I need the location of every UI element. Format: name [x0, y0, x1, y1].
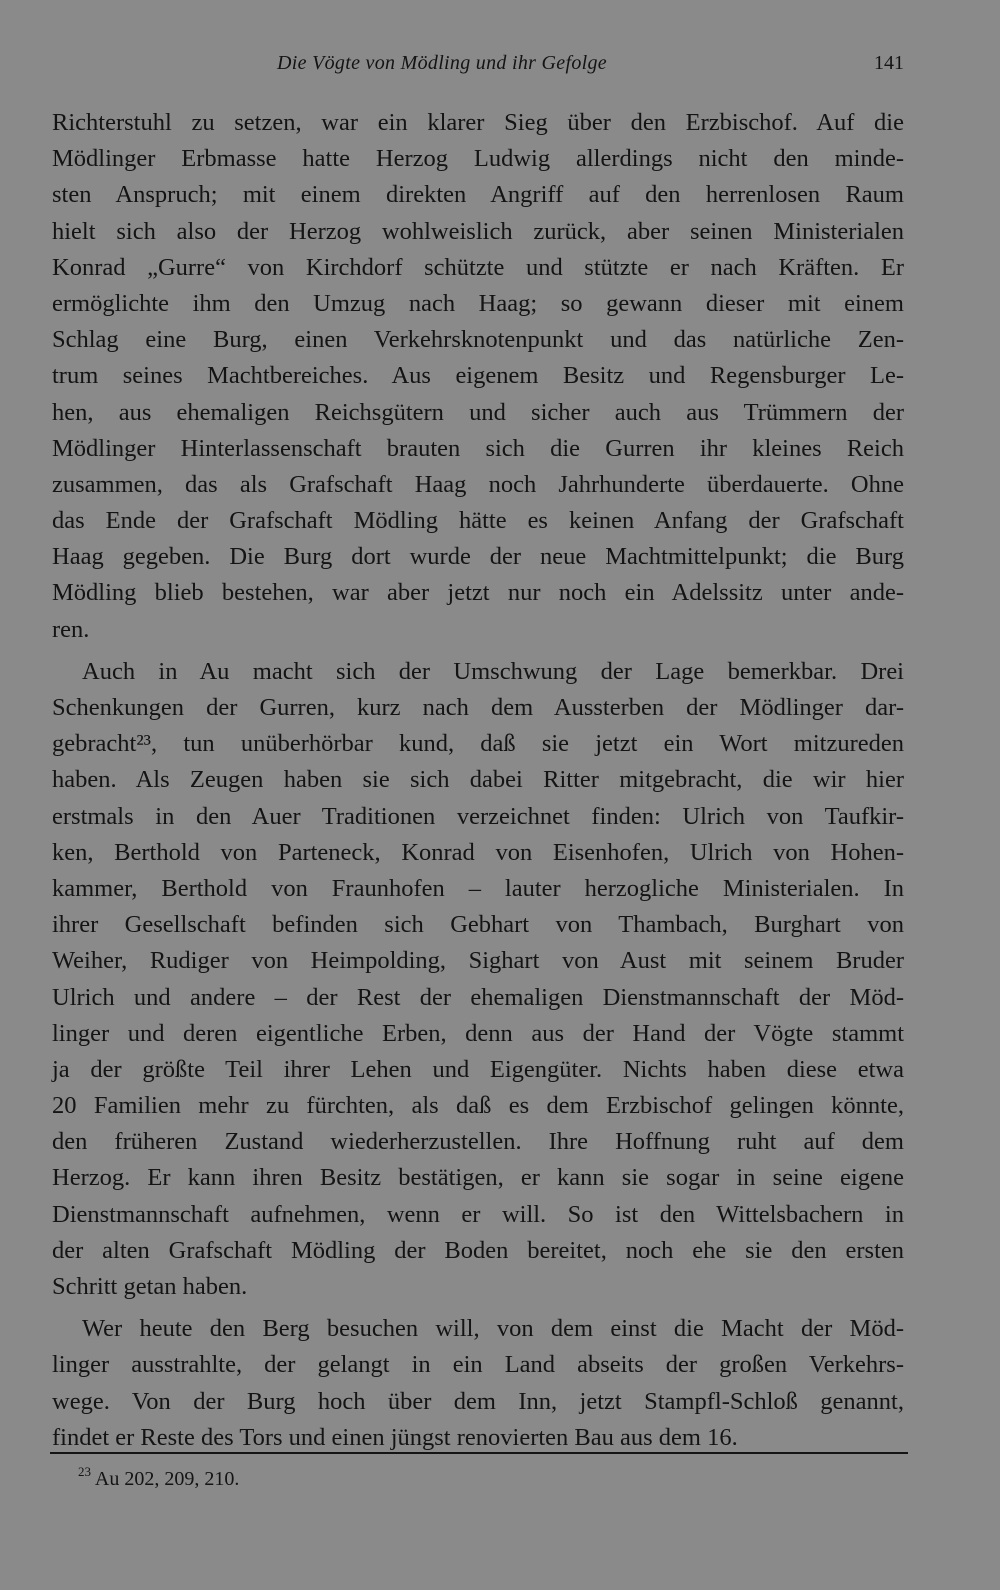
text-line: linger und deren eigentliche Erben, denn aus der Hand der Vögte stammt [52, 1019, 904, 1047]
page-number: 141 [874, 52, 904, 74]
paragraph [52, 105, 904, 648]
text-line: Schenkungen der Gurren, kurz nach dem Aussterben der Mödlinger dar- [52, 694, 904, 721]
body-text [52, 105, 904, 1456]
text-line: das Ende der Grafschaft Mödling hätte es keinen Anfang der Grafschaft [52, 507, 904, 535]
text-line: Schlag eine Burg, einen Verkehrsknotenpunkt und das natürliche Zen- [52, 326, 904, 354]
text-line: den früheren Zustand wiederherzustellen. Ihre Hoffnung ruht auf dem [52, 1128, 904, 1156]
footnote-rule [50, 1452, 908, 1454]
text-line: kammer, Berthold von Fraunhofen – lauter herzogliche Ministerialen. In [52, 874, 904, 902]
running-title: Die Vögte von Mödling und ihr Gefolge [277, 52, 607, 74]
text-line: hen, aus ehemaligen Reichsgütern und sicher auch aus Trümmern der [52, 398, 904, 426]
text-line: Haag gegeben. Die Burg dort wurde der neue Machtmittelpunkt; die Burg [52, 543, 904, 571]
text-line: hielt sich also der Herzog wohlweislich zurück, aber seinen Ministerialen [52, 217, 904, 245]
footnote [78, 1464, 240, 1491]
text-line: Richterstuhl zu setzen, war ein klarer Sieg über den Erzbischof. Auf die [52, 109, 904, 136]
text-line: ihrer Gesellschaft befinden sich Gebhart von Thambach, Burghart von [52, 911, 904, 939]
text-line: Wer heute den Berg besuchen will, von dem einst die Macht der Möd- [82, 1315, 904, 1343]
text-line: Schritt getan haben. [52, 1273, 248, 1300]
text-line: zusammen, das als Grafschaft Haag noch Jahrhunderte überdauerte. Ohne [52, 470, 904, 498]
text-line: sten Anspruch; mit einem direkten Angriff auf den herrenlosen Raum [52, 181, 904, 209]
text-line: ja der größte Teil ihrer Lehen und Eigengüter. Nichts haben diese etwa [52, 1055, 904, 1083]
text-line: 20 Familien mehr zu fürchten, als daß es dem Erzbischof gelingen könnte, [52, 1092, 904, 1120]
text-line: der alten Grafschaft Mödling der Boden bereitet, noch ehe sie den ersten [52, 1236, 904, 1264]
text-line: Weiher, Rudiger von Heimpolding, Sighart von Aust mit seinem Bruder [52, 947, 904, 975]
footnote-text: Au 202, 209, 210. [94, 1468, 240, 1490]
text-line: Mödlinger Erbmasse hatte Herzog Ludwig allerdings nicht den minde- [52, 145, 904, 173]
text-line: gebracht²³, tun unüberhörbar kund, daß sie jetzt ein Wort mitzureden [52, 730, 904, 758]
text-line: findet er Reste des Tors und einen jüngst renovierten Bau aus dem 16. [52, 1423, 738, 1451]
text-line: Herzog. Er kann ihren Besitz bestätigen, er kann sie sogar in seine eigene [52, 1164, 904, 1192]
text-line: Ulrich und andere – der Rest der ehemaligen Dienstmannschaft der Möd- [52, 983, 904, 1011]
paragraph [52, 654, 904, 1305]
text-line: ken, Berthold von Parteneck, Konrad von Eisenhofen, Ulrich von Hohen- [52, 838, 904, 866]
text-line: Konrad „Gurre“ von Kirchdorf schützte und stützte er nach Kräften. Er [52, 253, 904, 281]
text-line: Mödlinger Hinterlassenschaft brauten sich die Gurren ihr kleines Reich [52, 434, 904, 462]
text-line: ermöglichte ihm den Umzug nach Haag; so gewann dieser mit einem [52, 289, 904, 317]
text-line: erstmals in den Auer Traditionen verzeichnet finden: Ulrich von Taufkir- [52, 802, 904, 830]
text-line: trum seines Machtbereiches. Aus eigenem Besitz und Regensburger Le- [52, 362, 904, 390]
paragraph [52, 1311, 904, 1456]
text-line: wege. Von der Burg hoch über dem Inn, jetzt Stampfl-Schloß genannt, [52, 1387, 904, 1415]
text-line: Mödling blieb bestehen, war aber jetzt nur noch ein Adelssitz unter ande- [52, 579, 904, 607]
text-line: Dienstmannschaft aufnehmen, wenn er will. So ist den Wittelsbachern in [52, 1200, 904, 1228]
text-line: linger ausstrahlte, der gelangt in ein Land abseits der großen Verkehrs- [52, 1351, 904, 1379]
text-line: haben. Als Zeugen haben sie sich dabei Ritter mitgebracht, die wir hier [52, 766, 904, 794]
text-line: ren. [52, 615, 90, 643]
text-line: Auch in Au macht sich der Umschwung der Lage bemerkbar. Drei [82, 657, 904, 685]
running-head [52, 48, 904, 82]
footnote-marker: 23 [78, 1464, 91, 1479]
